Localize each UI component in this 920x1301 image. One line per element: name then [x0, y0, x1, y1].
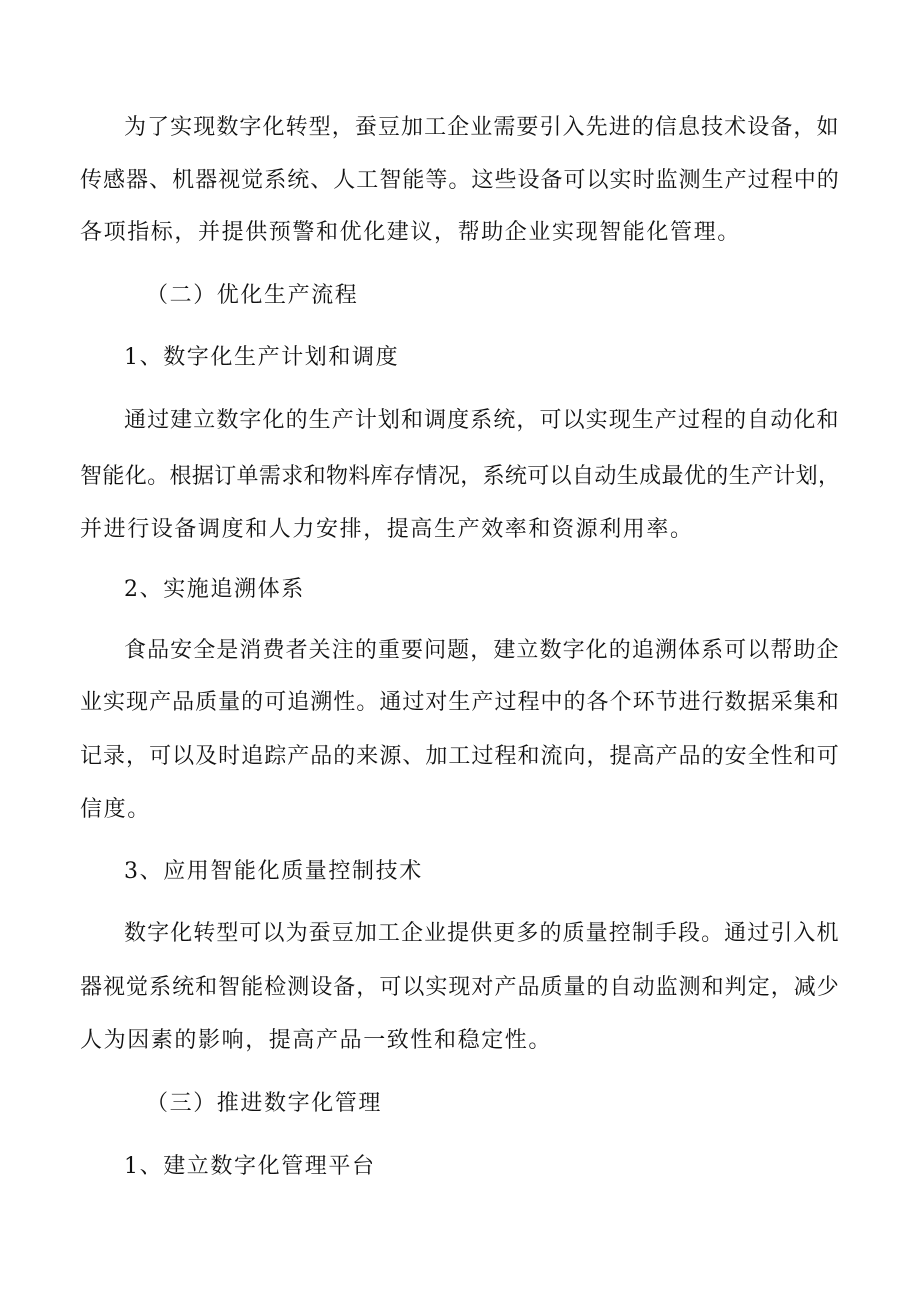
section-heading: （三）推进数字化管理 [146, 1091, 383, 1116]
paragraph-line: 各项指标，并提供预警和优化建议，帮助企业实现智能化管理。 [80, 220, 741, 245]
paragraph-line: 业实现产品质量的可追溯性。通过对生产过程中的各个环节进行数据采集和 [80, 690, 840, 715]
paragraph-line: 人为因素的影响，提高产品一致性和稳定性。 [80, 1028, 553, 1053]
paragraph-line: 为了实现数字化转型，蚕豆加工企业需要引入先进的信息技术设备，如 [124, 115, 840, 140]
paragraph-line: 食品安全是消费者关注的重要问题，建立数字化的追溯体系可以帮助企 [124, 638, 840, 663]
paragraph-line: 通过建立数字化的生产计划和调度系统，可以实现生产过程的自动化和 [124, 408, 840, 433]
paragraph-line: 器视觉系统和智能检测设备，可以实现对产品质量的自动监测和判定，减少 [80, 975, 840, 1000]
subsection-heading: 3、应用智能化质量控制技术 [124, 859, 423, 884]
subsection-heading: 1、数字化生产计划和调度 [124, 345, 400, 370]
section-heading: （二）优化生产流程 [146, 283, 359, 308]
paragraph-line: 传感器、机器视觉系统、人工智能等。这些设备可以实时监测生产过程中的 [80, 168, 840, 193]
paragraph-line: 记录，可以及时追踪产品的来源、加工过程和流向，提高产品的安全性和可 [80, 744, 840, 769]
subsection-heading: 2、实施追溯体系 [124, 577, 305, 602]
paragraph-line: 并进行设备调度和人力安排，提高生产效率和资源利用率。 [80, 517, 694, 542]
paragraph-line: 智能化。根据订单需求和物料库存情况，系统可以自动生成最优的生产计划， [80, 464, 841, 489]
paragraph-line: 信度。 [80, 797, 151, 822]
paragraph-line: 数字化转型可以为蚕豆加工企业提供更多的质量控制手段。通过引入机 [124, 921, 840, 946]
subsection-heading: 1、建立数字化管理平台 [124, 1154, 376, 1179]
